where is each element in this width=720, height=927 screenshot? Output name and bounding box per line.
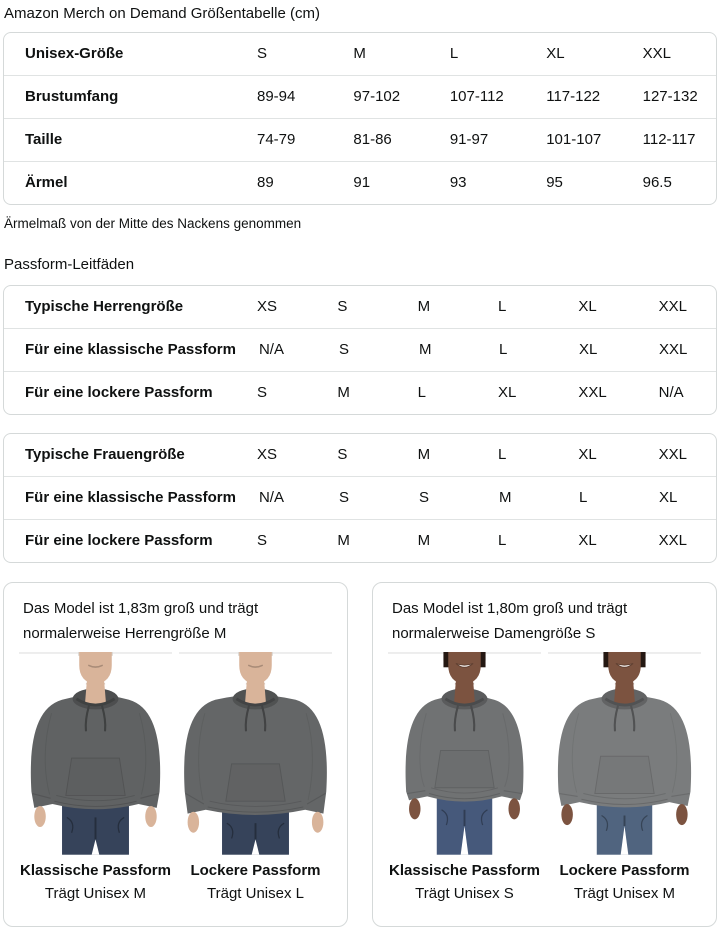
row-value: S bbox=[257, 532, 268, 549]
row-label: Für eine klassische Passform bbox=[25, 489, 236, 506]
worn-size-caption: Trägt Unisex L bbox=[207, 884, 304, 902]
worn-size-caption: Trägt Unisex S bbox=[415, 884, 514, 902]
row-value: XXL bbox=[658, 446, 687, 463]
female-model-classic-fit-illustration bbox=[388, 652, 541, 855]
row-label: Taille bbox=[25, 131, 63, 148]
row-value: 74-79 bbox=[257, 131, 296, 148]
male-model-classic-fit-illustration bbox=[19, 652, 172, 855]
row-value: S bbox=[338, 341, 349, 358]
row-value: 112-117 bbox=[642, 131, 696, 148]
row-value: L bbox=[417, 384, 426, 401]
model-card-heading: Das Model ist 1,83m groß und trägt normalerweise Herrengröße M bbox=[23, 600, 259, 642]
model-cards-row bbox=[3, 582, 717, 927]
row-value: XS bbox=[257, 446, 278, 463]
worn-size-caption: Trägt Unisex M bbox=[573, 884, 676, 902]
model-illustration bbox=[388, 652, 541, 855]
row-value: S bbox=[337, 298, 348, 315]
row-value: S bbox=[338, 489, 349, 506]
model-card-heading: Das Model ist 1,80m groß und trägt normalerweise Damengröße S bbox=[392, 600, 628, 642]
worn-size-caption: Trägt Unisex M bbox=[44, 884, 147, 902]
row-value: L bbox=[498, 341, 508, 358]
sleeve-measure-footnote: Ärmelmaß von der Mitte des Nackens genommen bbox=[4, 216, 302, 231]
row-value: N/A bbox=[258, 489, 284, 506]
row-value: L bbox=[497, 532, 507, 549]
female-model-classic-fit-photo bbox=[388, 652, 541, 904]
row-value: 93 bbox=[449, 174, 467, 191]
fit-type-caption: Lockere Passform bbox=[190, 861, 321, 879]
table-row bbox=[4, 33, 716, 75]
female-model-loose-fit-photo bbox=[548, 652, 701, 904]
male-model-loose-fit-photo bbox=[179, 652, 332, 904]
row-value: 95 bbox=[546, 174, 563, 191]
row-value: XL bbox=[546, 45, 565, 62]
row-label: Für eine lockere Passform bbox=[25, 532, 213, 549]
row-value: 81-86 bbox=[353, 131, 392, 148]
row-value: XL bbox=[578, 446, 597, 463]
model-illustration bbox=[179, 652, 332, 855]
row-value: L bbox=[497, 298, 507, 315]
row-value: M bbox=[417, 532, 431, 549]
table-row bbox=[4, 476, 716, 519]
row-value: M bbox=[337, 384, 350, 401]
fit-guide-tables bbox=[3, 285, 717, 563]
table-row bbox=[4, 118, 716, 161]
row-value: M bbox=[418, 341, 432, 358]
photo-caption bbox=[548, 861, 701, 904]
photo-caption bbox=[179, 861, 332, 904]
row-value: M bbox=[417, 446, 431, 463]
row-value: XL bbox=[578, 298, 597, 315]
row-value: XXL bbox=[658, 298, 687, 315]
row-value: XL bbox=[578, 532, 597, 549]
photo-caption bbox=[19, 861, 172, 904]
row-value: 117-122 bbox=[546, 88, 601, 105]
row-label: Für eine klassische Passform bbox=[25, 341, 236, 358]
fit-type-caption: Klassische Passform bbox=[389, 861, 540, 879]
row-value: XXL bbox=[659, 341, 688, 358]
table-row bbox=[4, 519, 716, 562]
row-value: L bbox=[579, 489, 588, 506]
fit-type-caption: Klassische Passform bbox=[20, 861, 171, 879]
fit-guide-table-women bbox=[3, 433, 717, 563]
row-value: 89 bbox=[257, 174, 274, 191]
page-title: Amazon Merch on Demand Größentabelle (cm) bbox=[4, 5, 320, 22]
row-value: 89-94 bbox=[257, 88, 296, 105]
table-row bbox=[4, 371, 716, 414]
fit-guides-title: Passform-Leitfäden bbox=[4, 256, 135, 273]
row-value: XL bbox=[497, 384, 517, 401]
table-row bbox=[4, 328, 716, 371]
row-value: N/A bbox=[658, 384, 684, 401]
row-value: L bbox=[449, 45, 459, 62]
row-value: S bbox=[257, 384, 268, 401]
model-photos-row bbox=[19, 652, 332, 904]
row-label: Ärmel bbox=[25, 174, 68, 191]
row-value: XXL bbox=[658, 532, 687, 549]
table-row bbox=[4, 286, 716, 328]
row-label: Typische Herrengröße bbox=[25, 298, 184, 315]
unisex-size-table bbox=[3, 32, 717, 205]
row-value: M bbox=[498, 489, 512, 506]
row-value: S bbox=[418, 489, 429, 506]
table-row bbox=[4, 161, 716, 204]
table-row bbox=[4, 434, 716, 476]
row-value: XL bbox=[579, 341, 598, 358]
fit-guide-table-men bbox=[3, 285, 717, 415]
row-value: S bbox=[257, 45, 268, 62]
row-value: S bbox=[337, 446, 348, 463]
row-value: M bbox=[353, 45, 366, 62]
row-value: 101-107 bbox=[546, 131, 602, 148]
row-value: N/A bbox=[258, 341, 284, 358]
row-value: XS bbox=[257, 298, 278, 315]
male-model-loose-fit-illustration bbox=[179, 652, 332, 855]
row-value: 107-112 bbox=[449, 88, 504, 105]
model-illustration bbox=[548, 652, 701, 855]
row-value: M bbox=[417, 298, 431, 315]
row-value: 96.5 bbox=[642, 174, 672, 191]
row-label: Unisex-Größe bbox=[25, 45, 124, 62]
table-row bbox=[4, 75, 716, 118]
row-value: XXL bbox=[642, 45, 671, 62]
model-photos-row bbox=[388, 652, 701, 904]
row-value: M bbox=[337, 532, 350, 549]
row-label: Brustumfang bbox=[25, 88, 119, 105]
row-value: XL bbox=[659, 489, 678, 506]
row-value: 91 bbox=[353, 174, 371, 191]
row-label: Typische Frauengröße bbox=[25, 446, 185, 463]
female-model-loose-fit-illustration bbox=[548, 652, 701, 855]
row-value: 97-102 bbox=[353, 88, 401, 105]
male-model-classic-fit-photo bbox=[19, 652, 172, 904]
row-value: L bbox=[497, 446, 507, 463]
male-model-card bbox=[3, 582, 348, 927]
row-value: XXL bbox=[578, 384, 607, 401]
photo-caption bbox=[388, 861, 541, 904]
row-value: 91-97 bbox=[449, 131, 489, 148]
row-value: 127-132 bbox=[642, 88, 698, 105]
model-illustration bbox=[19, 652, 172, 855]
row-label: Für eine lockere Passform bbox=[25, 384, 213, 401]
female-model-card bbox=[372, 582, 717, 927]
fit-type-caption: Lockere Passform bbox=[559, 861, 690, 879]
